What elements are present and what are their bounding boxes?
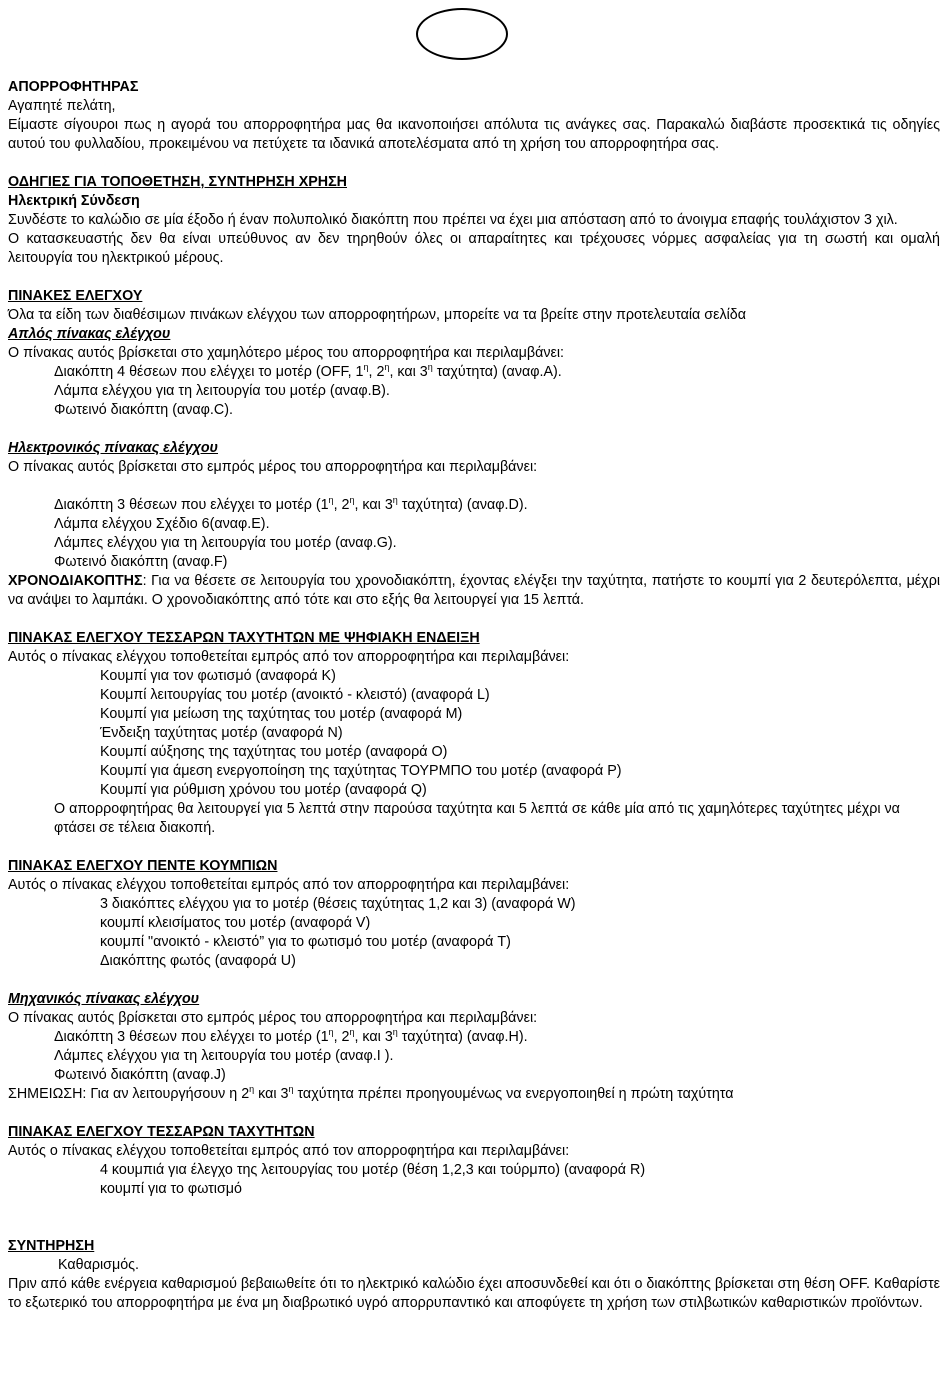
simple-panel-item: Διακόπτη 4 θέσεων που ελέγχει το μοτέρ (OFF, $1^\eta$, $2^\eta$, και $3^\eta$ ταχύτητα) (αναφ.A). [54, 362, 562, 380]
digital-panel-item: Κουμπί αύξησης της ταχύτητας του μοτέρ (αναφορά O) [100, 744, 448, 760]
five-button-panel-item: κουμπί κλεισίματος του μοτέρ (αναφορά V) [100, 915, 371, 931]
simple-panel-intro: Ο πίνακας αυτός βρίσκεται στο χαμηλότερο μέρος του απορροφητήρα και περιλαμβάνει: [8, 345, 565, 361]
install-heading: ΟΔΗΓΙΕΣ ΓΙΑ ΤΟΠΟΘΕΤΗΣΗ, ΣΥΝΤΗΡΗΣΗ ΧΡΗΣΗ [8, 174, 347, 190]
maintenance-subheading: Καθαρισμός. [58, 1257, 140, 1273]
install-paragraph-2: Ο κατασκευαστής δεν θα είναι υπεύθυνος αν δεν τηρηθούν όλες οι απαραίτητες και τρέχουσες νόρμες ασφαλείας για τη σωστή και ομαλή λειτουργία του ηλεκτρικού μέρους. [8, 231, 940, 266]
digital-panel-item: Κουμπί για μείωση της ταχύτητας του μοτέρ (αναφορά M) [100, 706, 463, 722]
four-speed-panel-heading: ΠΙΝΑΚΑΣ ΕΛΕΓΧΟΥ ΤΕΣΣΑΡΩΝ ΤΑΧΥΤΗΤΩΝ [8, 1124, 315, 1140]
panels-heading: ΠΙΝΑΚΕΣ ΕΛΕΓΧΟΥ [8, 288, 143, 304]
electronic-panel-heading: Ηλεκτρονικός πίνακας ελέγχου [8, 440, 219, 456]
mechanical-panel-item: Διακόπτη 3 θέσεων που ελέγχει το μοτέρ ($1^\eta$, $2^\eta$, και $3^\eta$ ταχύτητα) (αναφ.H). [54, 1027, 528, 1045]
simple-panel-heading: Απλός πίνακας ελέγχου [8, 326, 171, 342]
four-speed-panel-item: 4 κουμπιά για έλεγχο της λειτουργίας του μοτέρ (θέση 1,2,3 και τούρμπο) (αναφορά R) [100, 1162, 646, 1178]
electronic-panel-item: Λάμπα ελέγχου Σχέδιο 6(αναφ.E). [54, 516, 270, 532]
simple-panel-item: Λάμπα ελέγχου για τη λειτουργία του μοτέρ (αναφ.B). [54, 383, 390, 399]
greeting: Αγαπητέ πελάτη, [8, 98, 116, 114]
five-button-panel-item: κουμπί "ανοικτό - κλειστό” για το φωτισμό του μοτέρ (αναφορά T) [100, 934, 511, 950]
four-speed-panel-intro: Αυτός ο πίνακας ελέγχου τοποθετείται εμπρός από τον απορροφητήρα και περιλαμβάνει: [8, 1143, 570, 1159]
maintenance-paragraph: Πριν από κάθε ενέργεια καθαρισμού βεβαιωθείτε ότι το ηλεκτρικό καλώδιο έχει αποσυνδεθεί και ότι ο διακόπτης βρίσκεται στη θέση OFF. Καθαρίστε το εξωτερικό του απορροφητήρα με ένα μη διαβρωτικό υγρό απορρυπαντικό και αποφύγετε τη χρήση των στιλβωτικών καθαριστικών προϊόντων. [8, 1276, 940, 1311]
intro-paragraph: Είμαστε σίγουροι πως η αγορά του απορροφητήρα μας θα ικανοποιήσει απόλυτα τις ανάγκες σας. Παρακαλώ διαβάστε προσεκτικά τις οδηγίες αυτού του φυλλαδίου, προκειμένου να πετύχετε τα ιδανικά αποτελέσματα από τη χρήση του απορροφητήρα σας. [8, 117, 940, 152]
electronic-panel-item: Διακόπτη 3 θέσεων που ελέγχει το μοτέρ ($1^\eta$, $2^\eta$, και $3^\eta$ ταχύτητα) (αναφ.D). [54, 495, 528, 513]
five-button-panel-heading: ΠΙΝΑΚΑΣ ΕΛΕΓΧΟΥ ΠΕΝΤΕ ΚΟΥΜΠΙΩΝ [8, 858, 278, 874]
mechanical-panel-heading: Μηχανικός πίνακας ελέγχου [8, 991, 200, 1007]
five-button-panel-item: Διακόπτης φωτός (αναφορά U) [100, 953, 296, 969]
timer-paragraph: ΧΡΟΝΟΔΙΑΚΟΠΤΗΣ: Για να θέσετε σε λειτουργία του χρονοδιακόπτη, έχοντας ελέγξει την ταχύτητα, πατήστε το κουμπί για 2 δευτερόλεπτα, μέχρι να ανάψει το λαμπάκι. Ο χρονοδιακόπτης από τότε και στο εξής θα λειτουργεί για 15 λεπτά. [8, 573, 940, 608]
install-paragraph-1: Συνδέστε το καλώδιο σε μία έξοδο ή έναν πολυπολικό διακόπτη που πρέπει να έχει μια απόσταση από το άνοιγμα επαφής τουλάχιστον 3 χιλ. [8, 212, 898, 228]
document-body [8, 78, 940, 1313]
simple-panel-item: Φωτεινό διακόπτη (αναφ.C). [54, 402, 233, 418]
four-speed-panel-item: κουμπί για το φωτισμό [100, 1181, 242, 1197]
digital-panel-item: Κουμπί για άμεση ενεργοποίηση της ταχύτητας ΤΟΥΡΜΠΟ του μοτέρ (αναφορά P) [100, 763, 622, 779]
digital-panel-item: Κουμπί για ρύθμιση χρόνου του μοτέρ (αναφορά Q) [100, 782, 427, 798]
digital-panel-note: Ο απορροφητήρας θα λειτουργεί για 5 λεπτά στην παρούσα ταχύτητα και 5 λεπτά σε κάθε μία από τις χαμηλότερες ταχύτητες μέχρι να φτάσει σε τέλεια διακοπή. [54, 801, 900, 836]
digital-panel-item: Ένδειξη ταχύτητας μοτέρ (αναφορά N) [100, 725, 343, 741]
install-subheading: Ηλεκτρική Σύνδεση [8, 193, 140, 209]
mechanical-panel-item: Φωτεινό διακόπτη (αναφ.J) [54, 1067, 226, 1083]
maintenance-heading: ΣΥΝΤΗΡΗΣΗ [8, 1238, 95, 1254]
electronic-panel-item: Λάμπες ελέγχου για τη λειτουργία του μοτέρ (αναφ.G). [54, 535, 397, 551]
digital-panel-item: Κουμπί λειτουργίας του μοτέρ (ανοικτό - κλειστό) (αναφορά L) [100, 687, 490, 703]
mechanical-panel-note: ΣΗΜΕΙΩΣΗ: Για αν λειτουργήσουν η $2^\eta$ και $3^\eta$ ταχύτητα πρέπει προηγουμένως να ενεργοποιηθεί η πρώτη ταχύτητα [8, 1084, 734, 1102]
digital-panel-heading: ΠΙΝΑΚΑΣ ΕΛΕΓΧΟΥ ΤΕΣΣΑΡΩΝ ΤΑΧΥΤΗΤΩΝ ΜΕ ΨΗΦΙΑΚΗ ΕΝΔΕΙΞΗ [8, 630, 480, 646]
electronic-panel-intro: Ο πίνακας αυτός βρίσκεται στο εμπρός μέρος του απορροφητήρα και περιλαμβάνει: [8, 459, 538, 475]
five-button-panel-intro: Αυτός ο πίνακας ελέγχου τοποθετείται εμπρός από τον απορροφητήρα και περιλαμβάνει: [8, 877, 570, 893]
mechanical-panel-item: Λάμπες ελέγχου για τη λειτουργία του μοτέρ (αναφ.I ). [54, 1048, 394, 1064]
digital-panel-intro: Αυτός ο πίνακας ελέγχου τοποθετείται εμπρός από τον απορροφητήρα και περιλαμβάνει: [8, 649, 570, 665]
five-button-panel-item: 3 διακόπτες ελέγχου για το μοτέρ (θέσεις ταχύτητας 1,2 και 3) (αναφορά W) [100, 896, 576, 912]
digital-panel-item: Κουμπί για τον φωτισμό (αναφορά K) [100, 668, 336, 684]
logo-oval [416, 8, 508, 60]
mechanical-panel-intro: Ο πίνακας αυτός βρίσκεται στο εμπρός μέρος του απορροφητήρα και περιλαμβάνει: [8, 1010, 538, 1026]
electronic-panel-item: Φωτεινό διακόπτη (αναφ.F) [54, 554, 228, 570]
page-title: ΑΠΟΡΡΟΦΗΤΗΡΑΣ [8, 79, 139, 95]
panels-intro: Όλα τα είδη των διαθέσιμων πινάκων ελέγχου των απορροφητήρων, μπορείτε να τα βρείτε στην προτελευταία σελίδα [8, 307, 746, 323]
